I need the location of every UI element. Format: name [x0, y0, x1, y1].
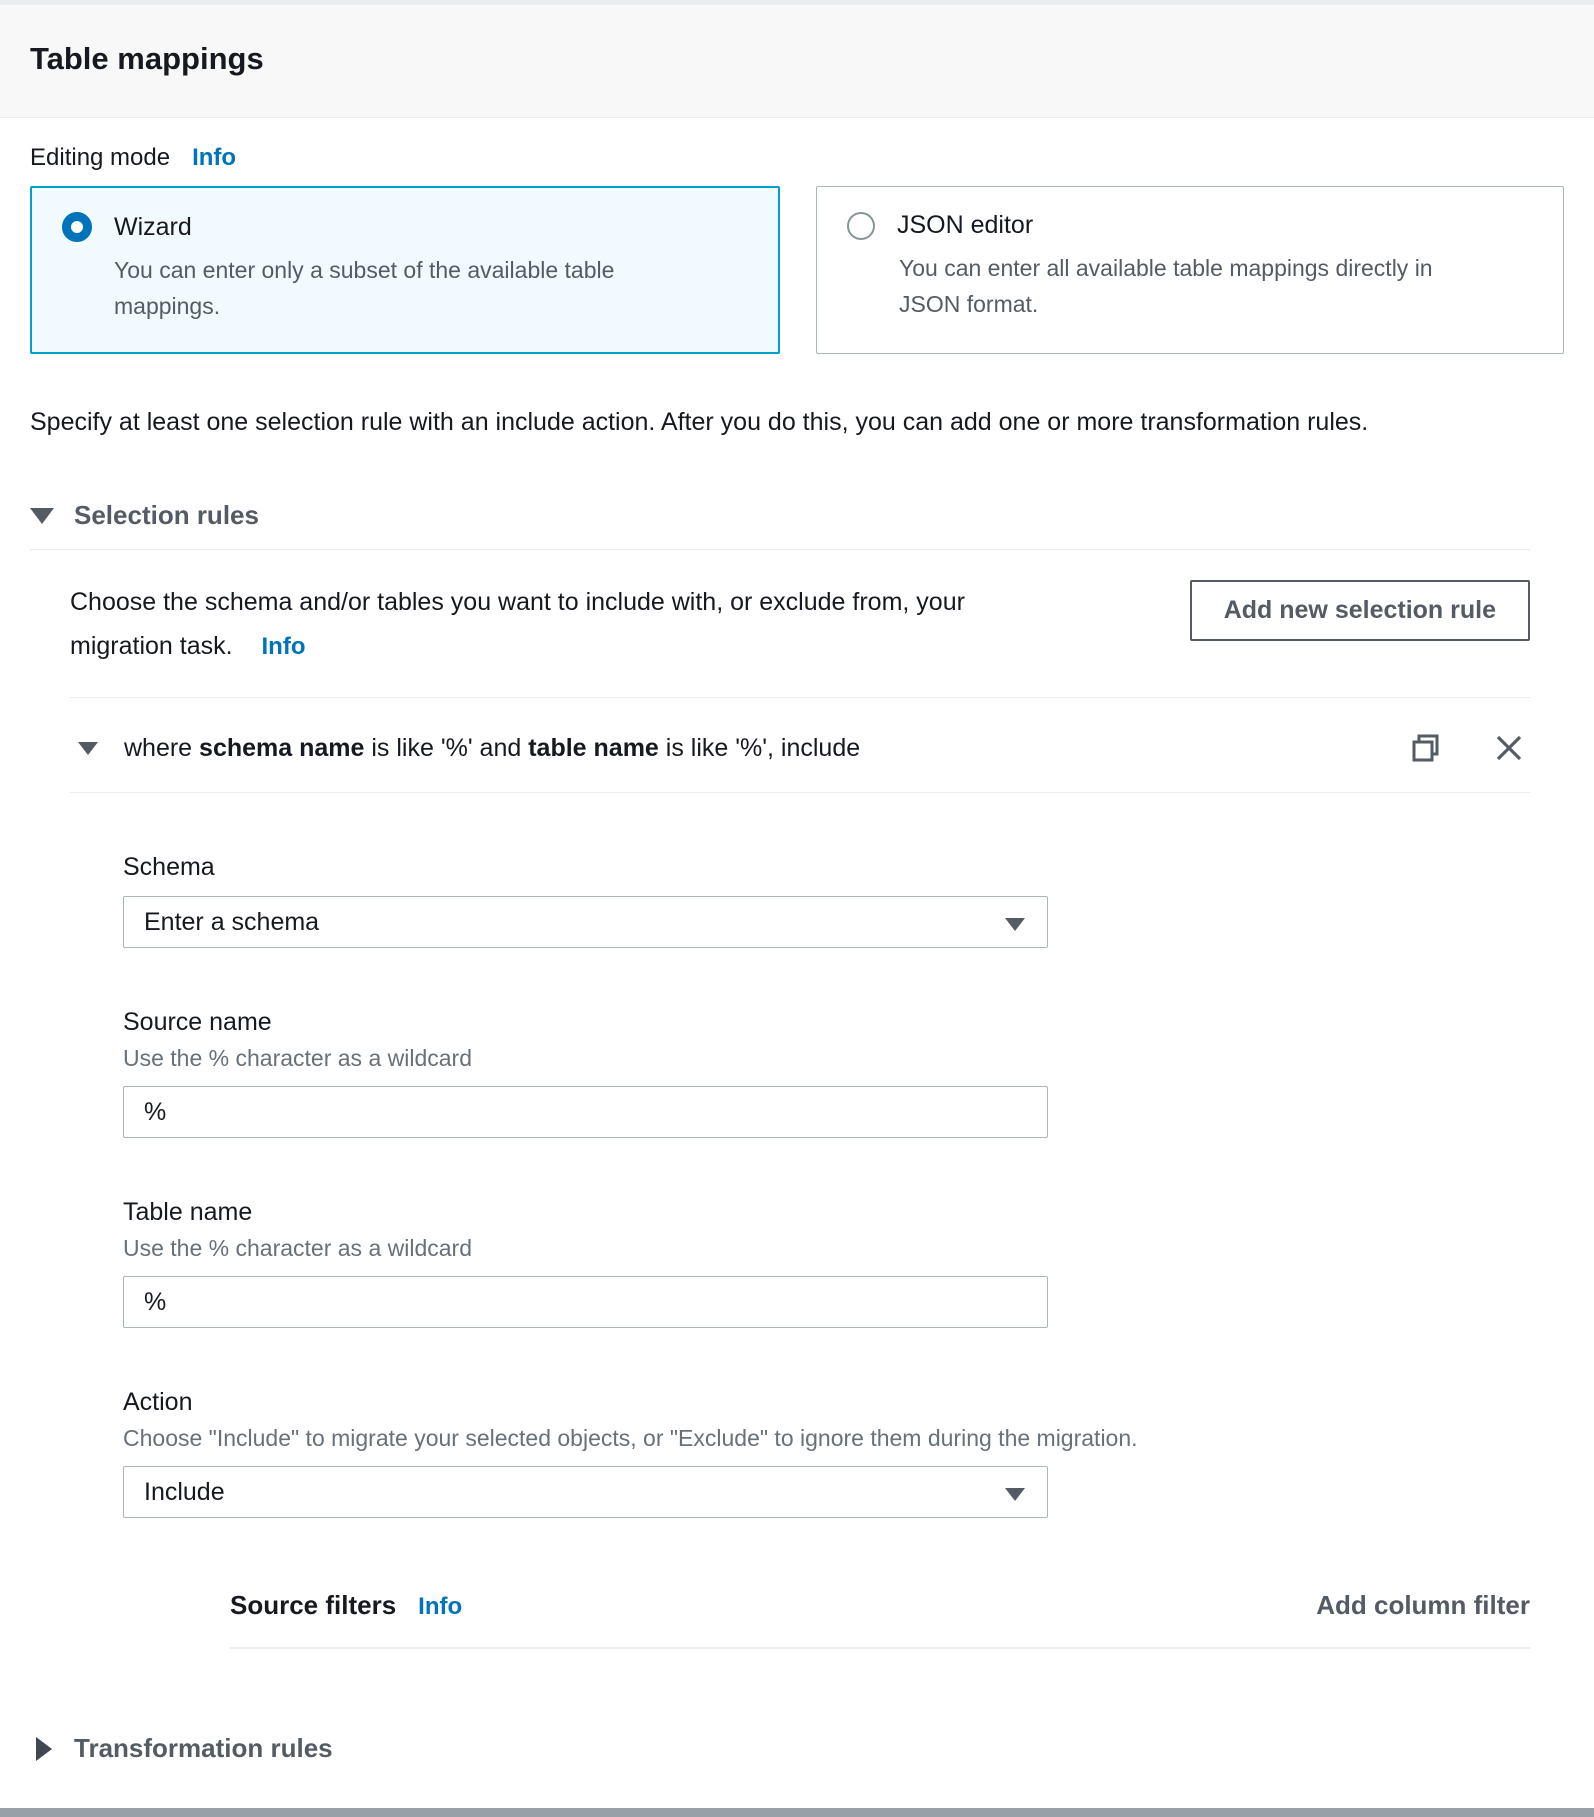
source-name-input[interactable]	[123, 1086, 1048, 1138]
table-name-label: Table name	[123, 1198, 253, 1226]
rule-summary-schema: schema name	[199, 733, 365, 762]
json-editor-radio-icon[interactable]	[847, 212, 875, 240]
divider	[30, 549, 1530, 550]
selection-rules-desc-row	[70, 580, 1530, 669]
chevron-down-icon	[1005, 1488, 1025, 1501]
schema-select[interactable]	[123, 896, 1048, 948]
page-title: Table mappings	[30, 41, 264, 76]
selection-rules-header[interactable]	[30, 500, 1530, 531]
source-filters-header	[230, 1590, 1530, 1621]
selection-rule-form	[70, 853, 1530, 1649]
panel-header	[0, 5, 1594, 118]
divider	[70, 792, 1530, 793]
source-filters-title: Source filters	[230, 1590, 397, 1620]
rule-summary-mid: is like '%' and	[364, 733, 529, 762]
rule-summary-table: table name	[528, 733, 659, 762]
remove-rule-button[interactable]	[1494, 733, 1524, 763]
chevron-down-icon	[1005, 918, 1025, 931]
rule-summary-suffix: is like '%', include	[658, 733, 861, 762]
selection-rule-header	[70, 732, 1530, 764]
selection-rules-title: Selection rules	[74, 500, 259, 530]
rule-actions	[1410, 732, 1530, 764]
source-name-helper: Use the % character as a wildcard	[123, 1045, 472, 1071]
selection-rules-info-link[interactable]: Info	[261, 633, 306, 660]
rule-summary	[124, 734, 860, 763]
editing-mode-info-link[interactable]: Info	[192, 144, 237, 171]
action-label: Action	[123, 1388, 193, 1416]
rule-summary-prefix: where	[124, 733, 200, 762]
json-editor-option-card[interactable]	[816, 186, 1564, 354]
transformation-rules-header[interactable]	[30, 1733, 1564, 1764]
json-editor-option-description: You can enter all available table mappings directly in JSON format.	[899, 255, 1433, 317]
editing-mode-row	[30, 144, 1564, 172]
chevron-down-icon[interactable]	[30, 508, 54, 524]
source-name-label: Source name	[123, 1008, 272, 1036]
wizard-radio-icon[interactable]	[62, 212, 92, 242]
chevron-right-icon[interactable]	[36, 1737, 52, 1761]
editing-mode-label: Editing mode	[30, 144, 171, 171]
json-editor-option-top	[847, 211, 1539, 240]
copy-rule-button[interactable]	[1410, 732, 1442, 764]
action-select-value: Include	[144, 1477, 225, 1506]
selection-rules-body	[30, 580, 1530, 1649]
selection-rules-description	[70, 580, 980, 669]
editing-mode-options	[30, 186, 1564, 354]
selection-rules-section	[30, 500, 1530, 1649]
wizard-option-card[interactable]	[30, 186, 780, 354]
table-name-helper: Use the % character as a wildcard	[123, 1235, 472, 1261]
schema-select-value: Enter a schema	[144, 907, 320, 936]
json-editor-option-label: JSON editor	[897, 211, 1034, 239]
rule-chevron-down-icon[interactable]	[78, 742, 98, 755]
divider	[230, 1647, 1530, 1649]
intro-text: Specify at least one selection rule with an include action. After you do this, you can add one or more transformation rules.	[30, 408, 1369, 436]
source-filters-info-link[interactable]: Info	[418, 1593, 463, 1620]
table-name-input[interactable]	[123, 1276, 1048, 1328]
wizard-option-label: Wizard	[114, 212, 192, 241]
add-column-filter-button[interactable]: Add column filter	[1316, 1590, 1530, 1620]
wizard-option-description: You can enter only a subset of the available table mappings.	[114, 257, 615, 319]
source-filters-section	[230, 1590, 1530, 1649]
close-icon	[1494, 733, 1524, 763]
action-select[interactable]	[123, 1466, 1048, 1518]
schema-label: Schema	[123, 853, 215, 881]
panel-content	[0, 118, 1594, 1764]
divider	[70, 697, 1530, 698]
copy-icon	[1410, 732, 1442, 764]
bottom-bar	[0, 1808, 1594, 1817]
selection-rules-description-text: Choose the schema and/or tables you want to include with, or exclude from, your migration task.	[70, 588, 965, 660]
wizard-option-top	[62, 212, 754, 242]
action-helper: Choose "Include" to migrate your selected objects, or "Exclude" to ignore them during the migration.	[123, 1425, 1138, 1451]
add-selection-rule-button[interactable]: Add new selection rule	[1190, 580, 1530, 641]
transformation-rules-title: Transformation rules	[74, 1733, 333, 1763]
